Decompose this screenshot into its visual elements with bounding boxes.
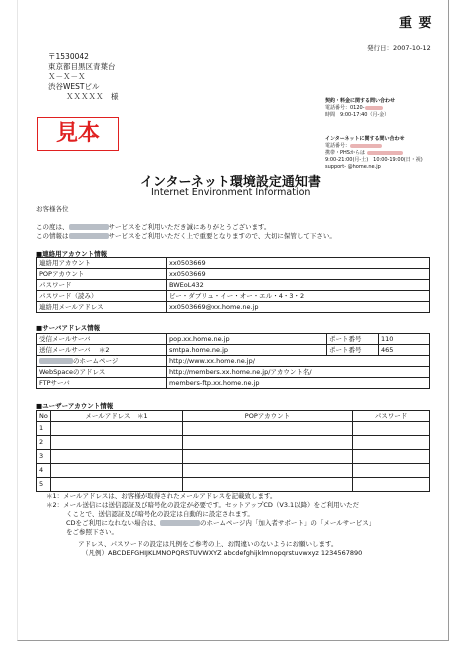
recipient-name: ＸＸＸＸＸ 様 <box>66 92 119 101</box>
password-reading-label: パスワード（読み） <box>37 291 167 302</box>
internet-mobile: 携帯・PHSからは <box>325 150 423 157</box>
account-label: 連絡用アカウント <box>37 258 167 269</box>
table-row <box>37 345 430 356</box>
table-row <box>37 258 430 269</box>
password-reading-value: ビー・ダブリュ・イー・オー・エル・4・3・2 <box>167 291 430 302</box>
col-pass-header: パスワード <box>353 411 430 422</box>
table-row <box>37 367 430 378</box>
table-row <box>37 280 430 291</box>
table-row <box>37 450 430 464</box>
pop-account-value: xx0503669 <box>167 269 430 280</box>
pass-cell <box>353 436 430 450</box>
pop-cell <box>183 422 353 436</box>
pop-server-value: pop.xx.home.ne.jp <box>167 334 327 345</box>
contract-phone: 電話番号：0120- <box>325 105 395 112</box>
table-row <box>37 464 430 478</box>
row-number: 2 <box>37 436 51 450</box>
pass-cell <box>353 478 430 492</box>
account-section-heading: ■連絡用アカウント情報 <box>36 250 108 258</box>
pass-cell <box>353 422 430 436</box>
document-title: インターネット環境設定通知書 <box>140 175 321 190</box>
row-number: 4 <box>37 464 51 478</box>
postal-code: 〒1530042 <box>48 52 89 61</box>
ftp-label: FTPサーバ <box>37 378 167 389</box>
internet-phone: 電話番号： <box>325 143 423 150</box>
server-table <box>36 333 430 389</box>
pop-cell <box>183 464 353 478</box>
pass-cell <box>353 464 430 478</box>
note-2 <box>46 501 375 537</box>
table-row <box>37 478 430 492</box>
pass-cell <box>353 450 430 464</box>
internet-contact-heading: インターネットに関する問い合わせ <box>325 136 405 142</box>
server-section-heading: ■サーバアドレス情報 <box>36 324 101 332</box>
address-line-2: Ｘ－Ｘ－Ｘ <box>48 72 86 81</box>
internet-contact <box>325 136 423 171</box>
mail-cell <box>51 464 183 478</box>
contact-email-label: 連絡用メールアドレス <box>37 302 167 313</box>
pop-port-value: 110 <box>379 334 430 345</box>
user-section-heading: ■ユーザーアカウント情報 <box>36 402 114 410</box>
sample-stamp: 見本 <box>37 117 119 151</box>
note-2-line-2: くことで、送信認証及び暗号化の設定は自動的に設定されます。 <box>66 510 254 518</box>
table-row <box>37 378 430 389</box>
smtp-port-value: 465 <box>379 345 430 356</box>
password-value: BWEoL432 <box>167 280 430 291</box>
password-label: パスワード <box>37 280 167 291</box>
note-2-line-3: CDをご利用になれない場合は、 のホームページ内「加入者サポート」の「メールサービス」 <box>66 519 376 527</box>
mail-cell <box>51 478 183 492</box>
col-no-header: No <box>37 411 51 422</box>
pop-cell <box>183 436 353 450</box>
account-table <box>36 257 430 313</box>
row-number: 3 <box>37 450 51 464</box>
mail-cell <box>51 450 183 464</box>
internet-hours: 9:00-21:00(月-土) 10:00-19:00(日・祝) <box>325 157 423 163</box>
contact-email-value: xx0503669@xx.home.ne.jp <box>167 302 430 313</box>
row-number: 1 <box>37 422 51 436</box>
pop-server-label: 受信メールサーバ <box>37 334 167 345</box>
internet-email: support- @home.ne.jp <box>325 164 381 170</box>
col-mail-header: メールアドレス ＊1 <box>51 411 183 422</box>
note-1: ＊1：メールアドレスは、お客様が取得されたメールアドレスを記載致します。 <box>46 492 277 500</box>
recipient-address <box>48 52 119 102</box>
table-header-row <box>37 411 430 422</box>
mail-cell <box>51 436 183 450</box>
contract-contact-heading: 契約・料金に関する問い合わせ <box>325 98 396 104</box>
building-name: 渋谷WESTビル <box>48 82 100 91</box>
note-2-line-4: をご参照下さい。 <box>66 528 118 536</box>
table-row <box>37 302 430 313</box>
smtp-server-label: 送信メールサーバ ＊2 <box>37 345 167 356</box>
pop-cell <box>183 450 353 464</box>
table-row <box>37 334 430 345</box>
ftp-value: members-ftp.xx.home.ne.jp <box>167 378 430 389</box>
table-row <box>37 436 430 450</box>
smtp-port-label: ポート番号 <box>327 345 379 356</box>
homepage-value: http://www.xx.home.ne.jp/ <box>167 356 430 367</box>
row-number: 5 <box>37 478 51 492</box>
pop-port-label: ポート番号 <box>327 334 379 345</box>
col-pop-header: POPアカウント <box>183 411 353 422</box>
webspace-label: WebSpaceのアドレス <box>37 367 167 378</box>
table-row <box>37 269 430 280</box>
smtp-server-value: smtpa.home.ne.jp <box>167 345 327 356</box>
pop-account-label: POPアカウント <box>37 269 167 280</box>
mail-cell <box>51 422 183 436</box>
greeting: お客様各位 <box>36 205 69 213</box>
homepage-label: のホームページ <box>37 356 167 367</box>
issue-date: 発行日：2007-10-12 <box>367 44 431 52</box>
table-row <box>37 291 430 302</box>
contract-hours: 時間 9:00-17:40（月-金） <box>325 112 390 118</box>
webspace-value: http://members.xx.home.ne.jp/アカウント名/ <box>167 367 430 378</box>
intro-line-2: この情報は サービスをご利用いただく上で重要となりますので、大切に保管して下さい。 <box>36 232 336 240</box>
address-line-1: 東京都目黒区青葉台 <box>48 62 116 71</box>
intro-line-1: この度は、 サービスをご利用いただき誠にありがとうございます。 <box>36 223 271 231</box>
user-account-table <box>36 410 430 492</box>
table-row <box>37 422 430 436</box>
document-title-en: Internet Environment Information <box>151 187 311 198</box>
account-value: xx0503669 <box>167 258 430 269</box>
pop-cell <box>183 478 353 492</box>
table-row <box>37 356 430 367</box>
note-2-line-1: ＊2：メール送信には送信認証及び暗号化の設定が必要です。セットアップCD（V3.1以降）をご利用いただ <box>46 501 360 509</box>
importance-label: 重 要 <box>399 16 433 31</box>
footer-legend: （凡例）ABCDEFGHIJKLMNOPQRSTUVWXYZ abcdefghijklmnopqrstuvwxyz 1234567890 <box>82 549 363 557</box>
footer-note: アドレス、パスワードの設定は凡例をご参考の上、お間違いのないようにお願いします。 <box>78 540 338 548</box>
contract-contact <box>325 98 395 119</box>
